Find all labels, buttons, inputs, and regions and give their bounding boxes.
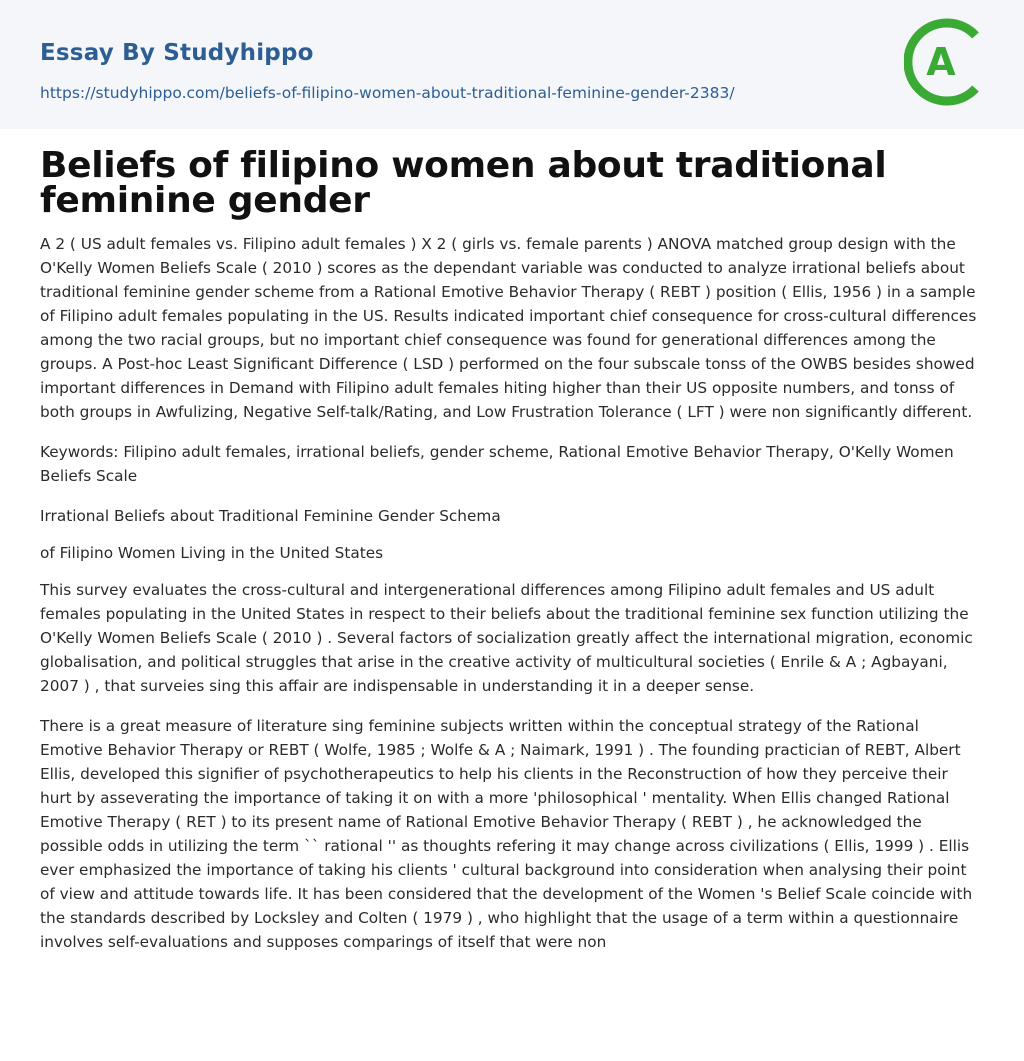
abstract-paragraph: A 2 ( US adult females vs. Filipino adult females ) X 2 ( girls vs. female parents ) ANOVA matched group design with the O'Kelly Women Beliefs Scale ( 2010 ) scores as the dependant variable was conducted to analyze irrational beliefs about traditional feminine gender scheme from a Rational Emotive Behavior Therapy ( REBT ) position ( Ellis, 1956 ) in a sample of Filipino adult females populating in the US. Results indicated important chief consequence for cross-cultural differences among the two racial groups, but no important chief consequence was found for generational differences among the groups. A Post-hoc Least Significant Difference ( LSD ) performed on the four subscale tonss of the OWBS besides showed important differences in Demand with Filipino adult females hiting higher than their US opposite numbers, and tonss of both groups in Awfulizing, Negative Self-talk/Rating, and Low Frustration Tolerance ( LFT ) were non significantly different. bbox=[40, 235, 977, 421]
essay-title: Beliefs of filipino women about traditional feminine gender bbox=[40, 145, 887, 221]
logo-letter: A bbox=[926, 40, 956, 84]
site-header bbox=[0, 0, 1024, 129]
body-paragraph-2: There is a great measure of literature sing feminine subjects written within the conceptual strategy of the Rational Emotive Behavior Therapy or REBT ( Wolfe, 1985 ; Wolfe & A ; Naimark, 1991 ) . The founding practician of REBT, Albert Ellis, developed this signifier of psychotherapeutics to help his clients in the Reconstruction of how they perceive their hurt by asseverating the importance of taking it on with a more 'philosophical ' mentality. When Ellis changed Rational Emotive Therapy ( RET ) to its present name of Rational Emotive Behavior Therapy ( REBT ) , he acknowledged the possible odds in utilizing the term `` rational '' as thoughts refering it may change across civilizations ( Ellis, 1999 ) . Ellis ever emphasized the importance of taking his clients ' cultural background into consideration when analysing their point of view and attitude towards life. It has been considered that the development of the Women 's Belief Scale coincide with the standards described by Locksley and Colten ( 1979 ) , who highlight that the usage of a term within a questionnaire involves self-evaluations and supposes comparings of itself that were non bbox=[40, 717, 973, 951]
keywords-paragraph: Keywords: Filipino adult females, irrational beliefs, gender scheme, Rational Emotive Behavior Therapy, O'Kelly Women Beliefs Scale bbox=[40, 443, 954, 485]
studyhippo-logo-icon[interactable] bbox=[904, 18, 988, 106]
body-paragraph-1: This survey evaluates the cross-cultural and intergenerational differences among Filipino adult females and US adult females populating in the United States in respect to their beliefs about the traditional feminine sex function utilizing the O'Kelly Women Beliefs Scale ( 2010 ) . Several factors of socialization greatly affect the international migration, economic globalisation, and political struggles that arise in the creative activity of multicultural societies ( Enrile & A ; Agbayani, 2007 ) , that surveies sing this affair are indispensable in understanding it in a deeper sense. bbox=[40, 581, 973, 695]
subtitle-line-2: of Filipino Women Living in the United States bbox=[40, 544, 384, 562]
site-brand[interactable]: Essay By Studyhippo bbox=[40, 40, 314, 66]
source-url-link[interactable]: https://studyhippo.com/beliefs-of-filipino-women-about-traditional-feminine-gender-2383/ bbox=[40, 84, 735, 102]
subtitle-line-1: Irrational Beliefs about Traditional Feminine Gender Schema bbox=[40, 507, 501, 525]
essay-content bbox=[0, 145, 1024, 954]
